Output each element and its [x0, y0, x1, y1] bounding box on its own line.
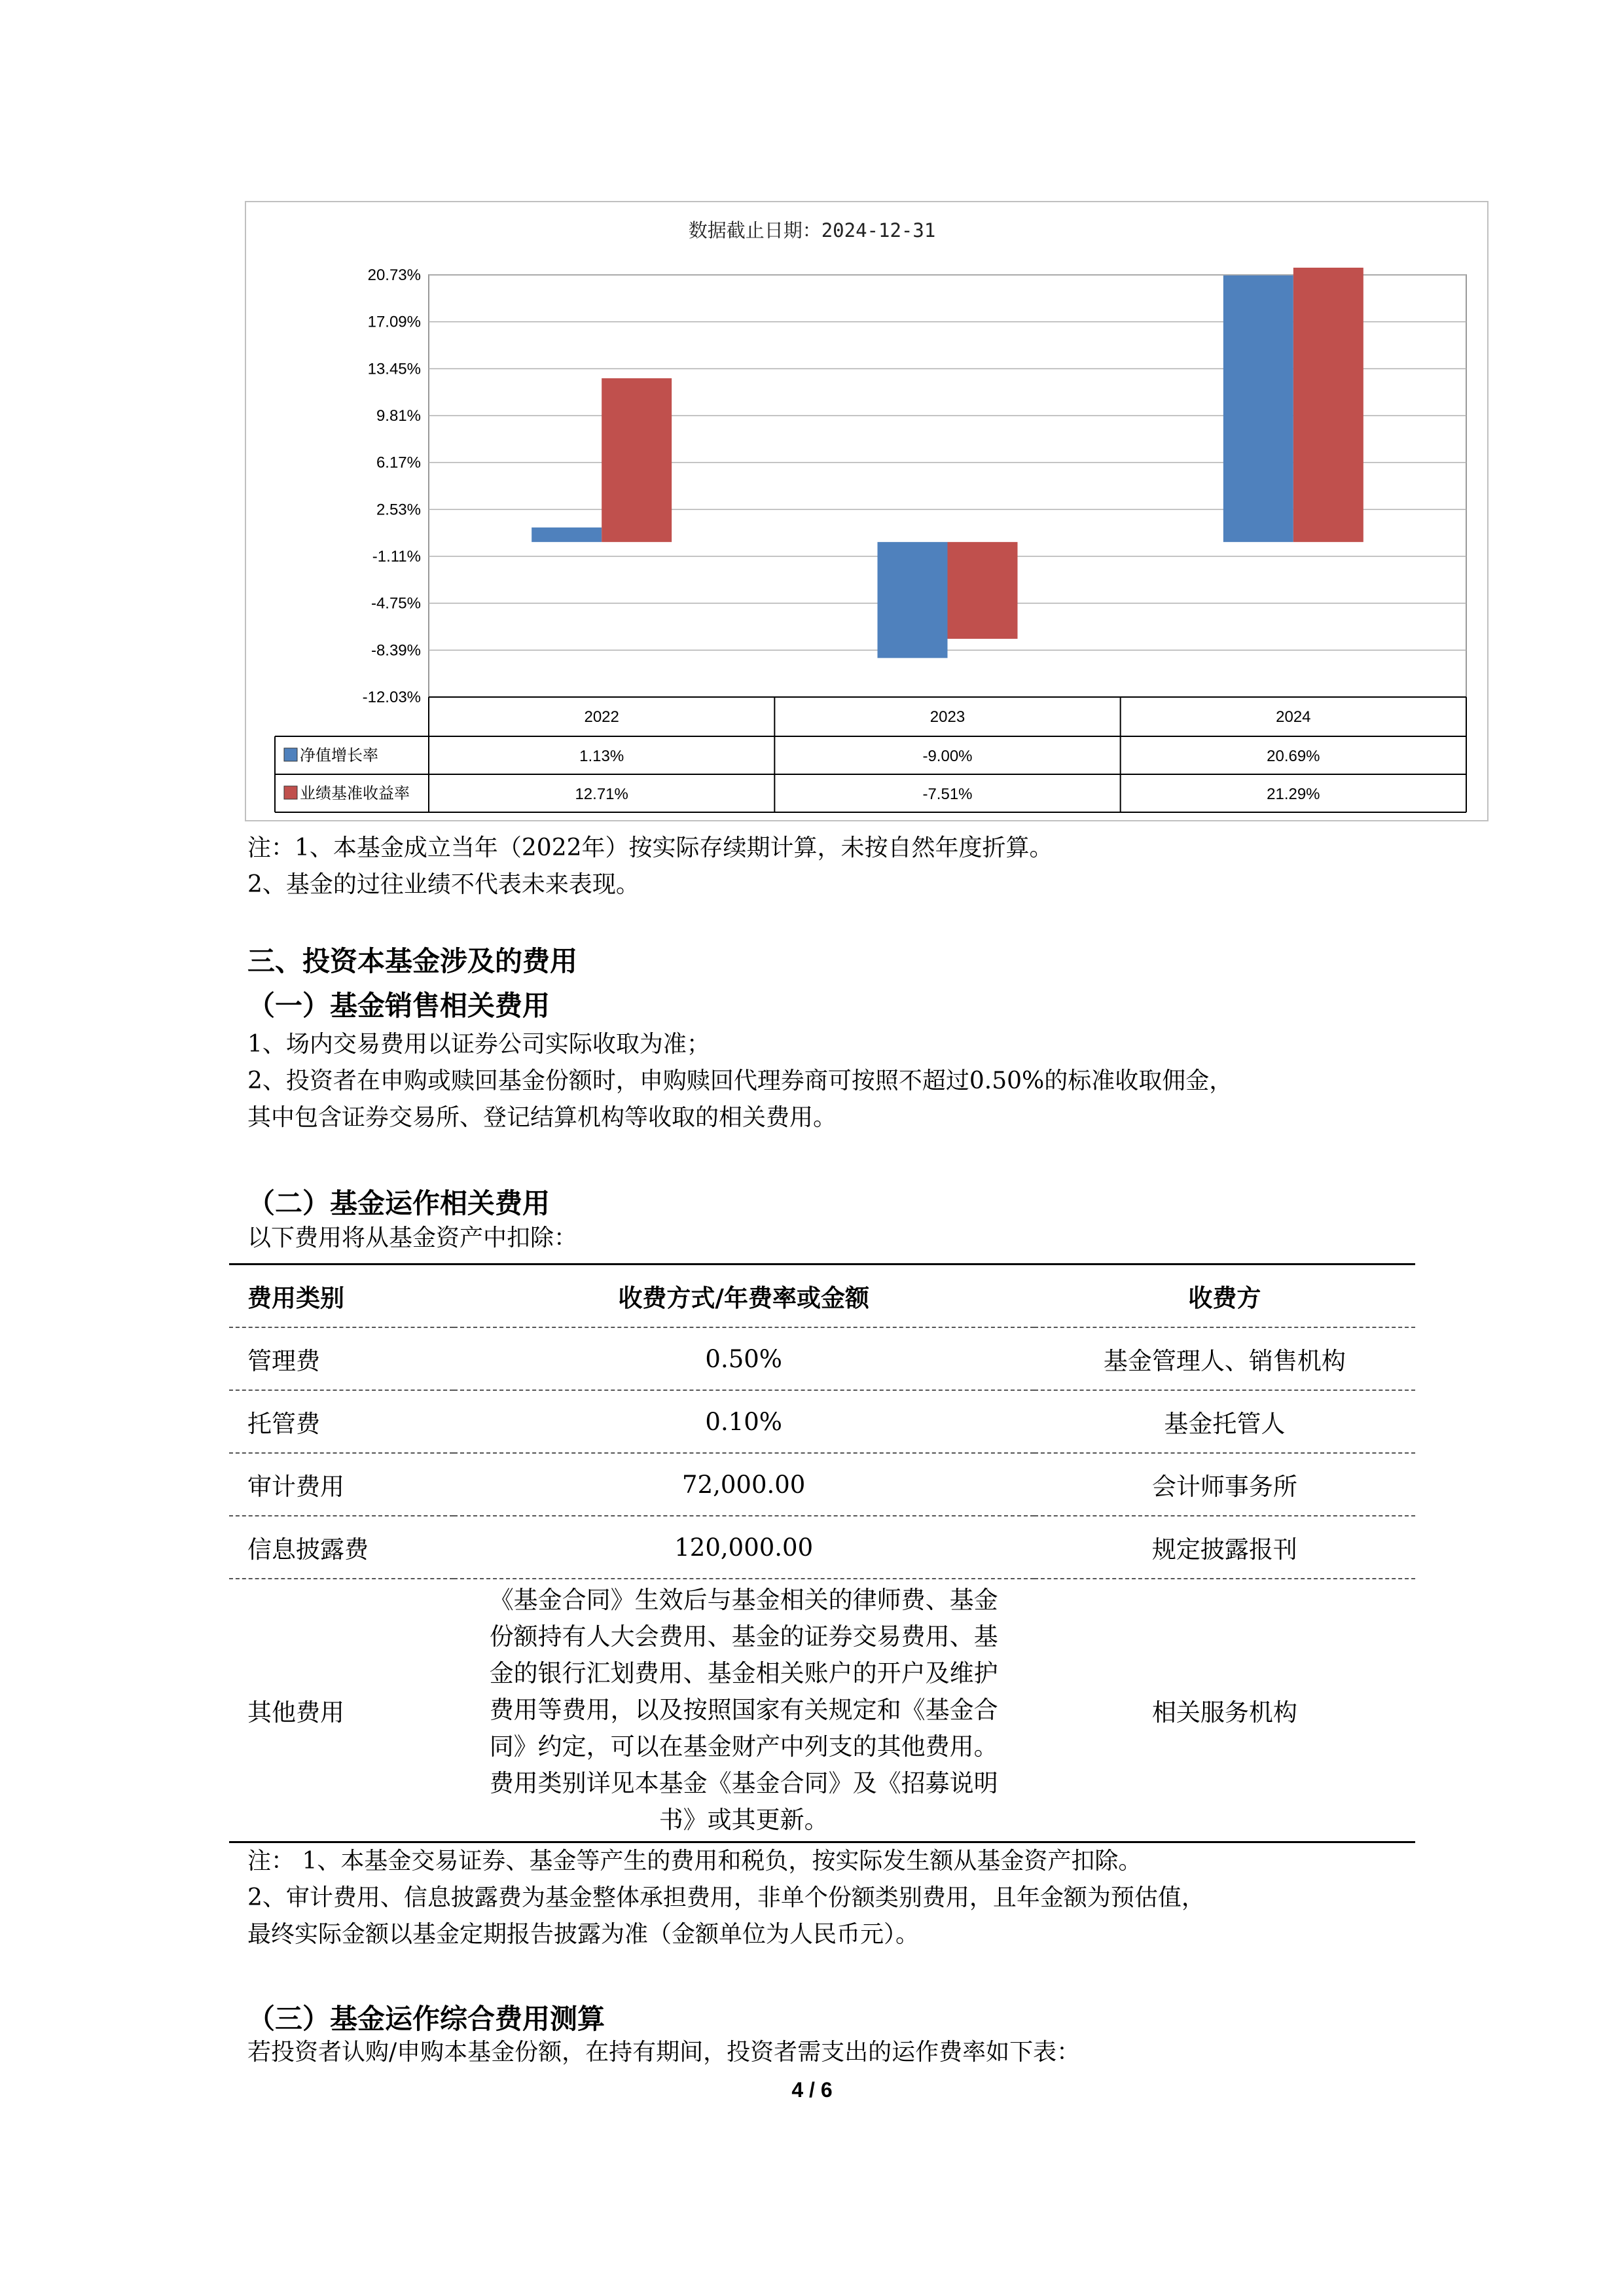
table-row	[229, 1327, 1415, 1390]
data-label: 12.71%	[575, 785, 628, 803]
fee-table-header-row	[229, 1265, 1415, 1328]
legend-swatch	[284, 786, 297, 799]
other-fee-line: 书》或其更新。	[659, 1806, 829, 1834]
y-tick-label: 20.73%	[367, 266, 421, 284]
fee-category: 信息披露费	[229, 1516, 454, 1579]
fee-table	[229, 1263, 1415, 1843]
fee-note-2: 2、审计费用、信息披露费为基金整体承担费用，非单个份额类别费用，且年金额为预估值，	[247, 1884, 1205, 1911]
section-heading-fees: 三、投资本基金涉及的费用	[247, 945, 578, 977]
sales-fee-line-2: 2、投资者在申购或赎回基金份额时，申购赎回代理券商可按照不超过0.50%的标准收取佣金，	[247, 1067, 1233, 1094]
table-row	[229, 1516, 1415, 1579]
other-fee-line: 份额持有人大会费用、基金的证券交易费用、基	[489, 1623, 998, 1651]
table-row	[229, 1453, 1415, 1516]
fee-note-1: 注： 1、本基金交易证券、基金等产生的费用和税负，按实际发生额从基金资产扣除。	[247, 1848, 1142, 1874]
fee-payee: 相关服务机构	[1034, 1579, 1415, 1842]
chart-title: 数据截止日期：2024-12-31	[688, 219, 936, 242]
table-row	[229, 1390, 1415, 1453]
subsection-heading-operation-fees: （二）基金运作相关费用	[247, 1187, 550, 1219]
chart-note-1: 注：1、本基金成立当年（2022年）按实际存续期计算，未按自然年度折算。	[247, 834, 1053, 861]
y-tick-label: 6.17%	[376, 454, 421, 472]
sales-fee-line-3: 其中包含证券交易所、登记结算机构等收取的相关费用。	[247, 1104, 837, 1131]
chart-data-table	[275, 697, 1466, 812]
performance-bar-chart	[0, 0, 1624, 825]
data-label: 20.69%	[1267, 747, 1320, 765]
legend-series-name: 业绩基准收益率	[300, 785, 410, 802]
other-fee-line: 同》约定，可以在基金财产中列支的其他费用。	[489, 1732, 998, 1761]
fee-rate: 120,000.00	[454, 1516, 1034, 1579]
y-tick-label: -8.39%	[370, 641, 421, 660]
fee-payee: 基金托管人	[1034, 1390, 1415, 1453]
x-category-label: 2022	[584, 708, 619, 726]
legend-swatch	[284, 748, 297, 761]
fee-payee: 基金管理人、销售机构	[1034, 1327, 1415, 1390]
subsection-heading-cost-estimate: （三）基金运作综合费用测算	[247, 2003, 605, 2035]
y-tick-label: -1.11%	[372, 548, 421, 565]
fee-rate: 0.10%	[454, 1390, 1034, 1453]
other-fee-line: 金的银行汇划费用、基金相关账户的开户及维护	[489, 1659, 998, 1687]
bar-nav-growth-2023	[878, 542, 948, 658]
fee-payee: 规定披露报刊	[1034, 1516, 1415, 1579]
x-category-label: 2023	[929, 708, 965, 726]
bar-benchmark-2023	[948, 542, 1018, 639]
fee-category: 管理费	[229, 1327, 454, 1390]
y-tick-label: 2.53%	[376, 501, 421, 519]
bar-nav-growth-2022	[532, 528, 602, 542]
other-fee-line: 费用等费用，以及按照国家有关规定和《基金合	[489, 1696, 998, 1724]
fee-note-3: 最终实际金额以基金定期报告披露为准（金额单位为人民币元）。	[247, 1921, 920, 1948]
fee-payee: 会计师事务所	[1034, 1453, 1415, 1516]
fee-category: 审计费用	[229, 1453, 454, 1516]
fee-category: 其他费用	[229, 1579, 454, 1842]
data-label: 1.13%	[579, 747, 624, 765]
data-label: 21.29%	[1267, 785, 1320, 803]
data-label: -7.51%	[922, 785, 973, 803]
y-tick-label: -12.03%	[362, 689, 421, 706]
other-fee-line: 《基金合同》生效后与基金相关的律师费、基金	[489, 1586, 998, 1614]
y-tick-label: 17.09%	[367, 313, 421, 331]
page-number: 4 / 6	[791, 2078, 833, 2102]
y-tick-label: -4.75%	[370, 594, 421, 613]
operation-fees-intro: 以下费用将从基金资产中扣除：	[247, 1225, 578, 1251]
fee-rate: 72,000.00	[454, 1453, 1034, 1516]
cost-estimate-intro: 若投资者认购/申购本基金份额，在持有期间，投资者需支出的运作费率如下表：	[247, 2039, 1081, 2066]
subsection-heading-sales-fees: （一）基金销售相关费用	[247, 990, 550, 1022]
fee-category: 托管费	[229, 1390, 454, 1453]
sales-fee-line-1: 1、场内交易费用以证券公司实际收取为准；	[247, 1031, 710, 1058]
fee-table-header-rate: 收费方式/年费率或金额	[454, 1265, 1034, 1328]
y-tick-label: 13.45%	[367, 360, 421, 378]
fee-rate-other-description	[454, 1579, 1034, 1842]
bar-benchmark-2022	[602, 378, 672, 542]
fee-rate: 0.50%	[454, 1327, 1034, 1390]
legend-series-name: 净值增长率	[300, 747, 378, 764]
bar-benchmark-2024	[1293, 268, 1363, 542]
chart-y-ticks	[363, 266, 421, 706]
other-fee-line: 费用类别详见本基金《基金合同》及《招募说明	[489, 1769, 998, 1797]
chart-note-2: 2、基金的过往业绩不代表未来表现。	[247, 871, 640, 898]
fee-table-header-payee: 收费方	[1034, 1265, 1415, 1328]
fee-table-header-category: 费用类别	[229, 1265, 454, 1328]
x-category-label: 2024	[1276, 708, 1311, 726]
table-row	[229, 1579, 1415, 1842]
data-label: -9.00%	[922, 747, 973, 765]
bar-nav-growth-2024	[1223, 276, 1293, 542]
y-tick-label: 9.81%	[376, 407, 421, 425]
